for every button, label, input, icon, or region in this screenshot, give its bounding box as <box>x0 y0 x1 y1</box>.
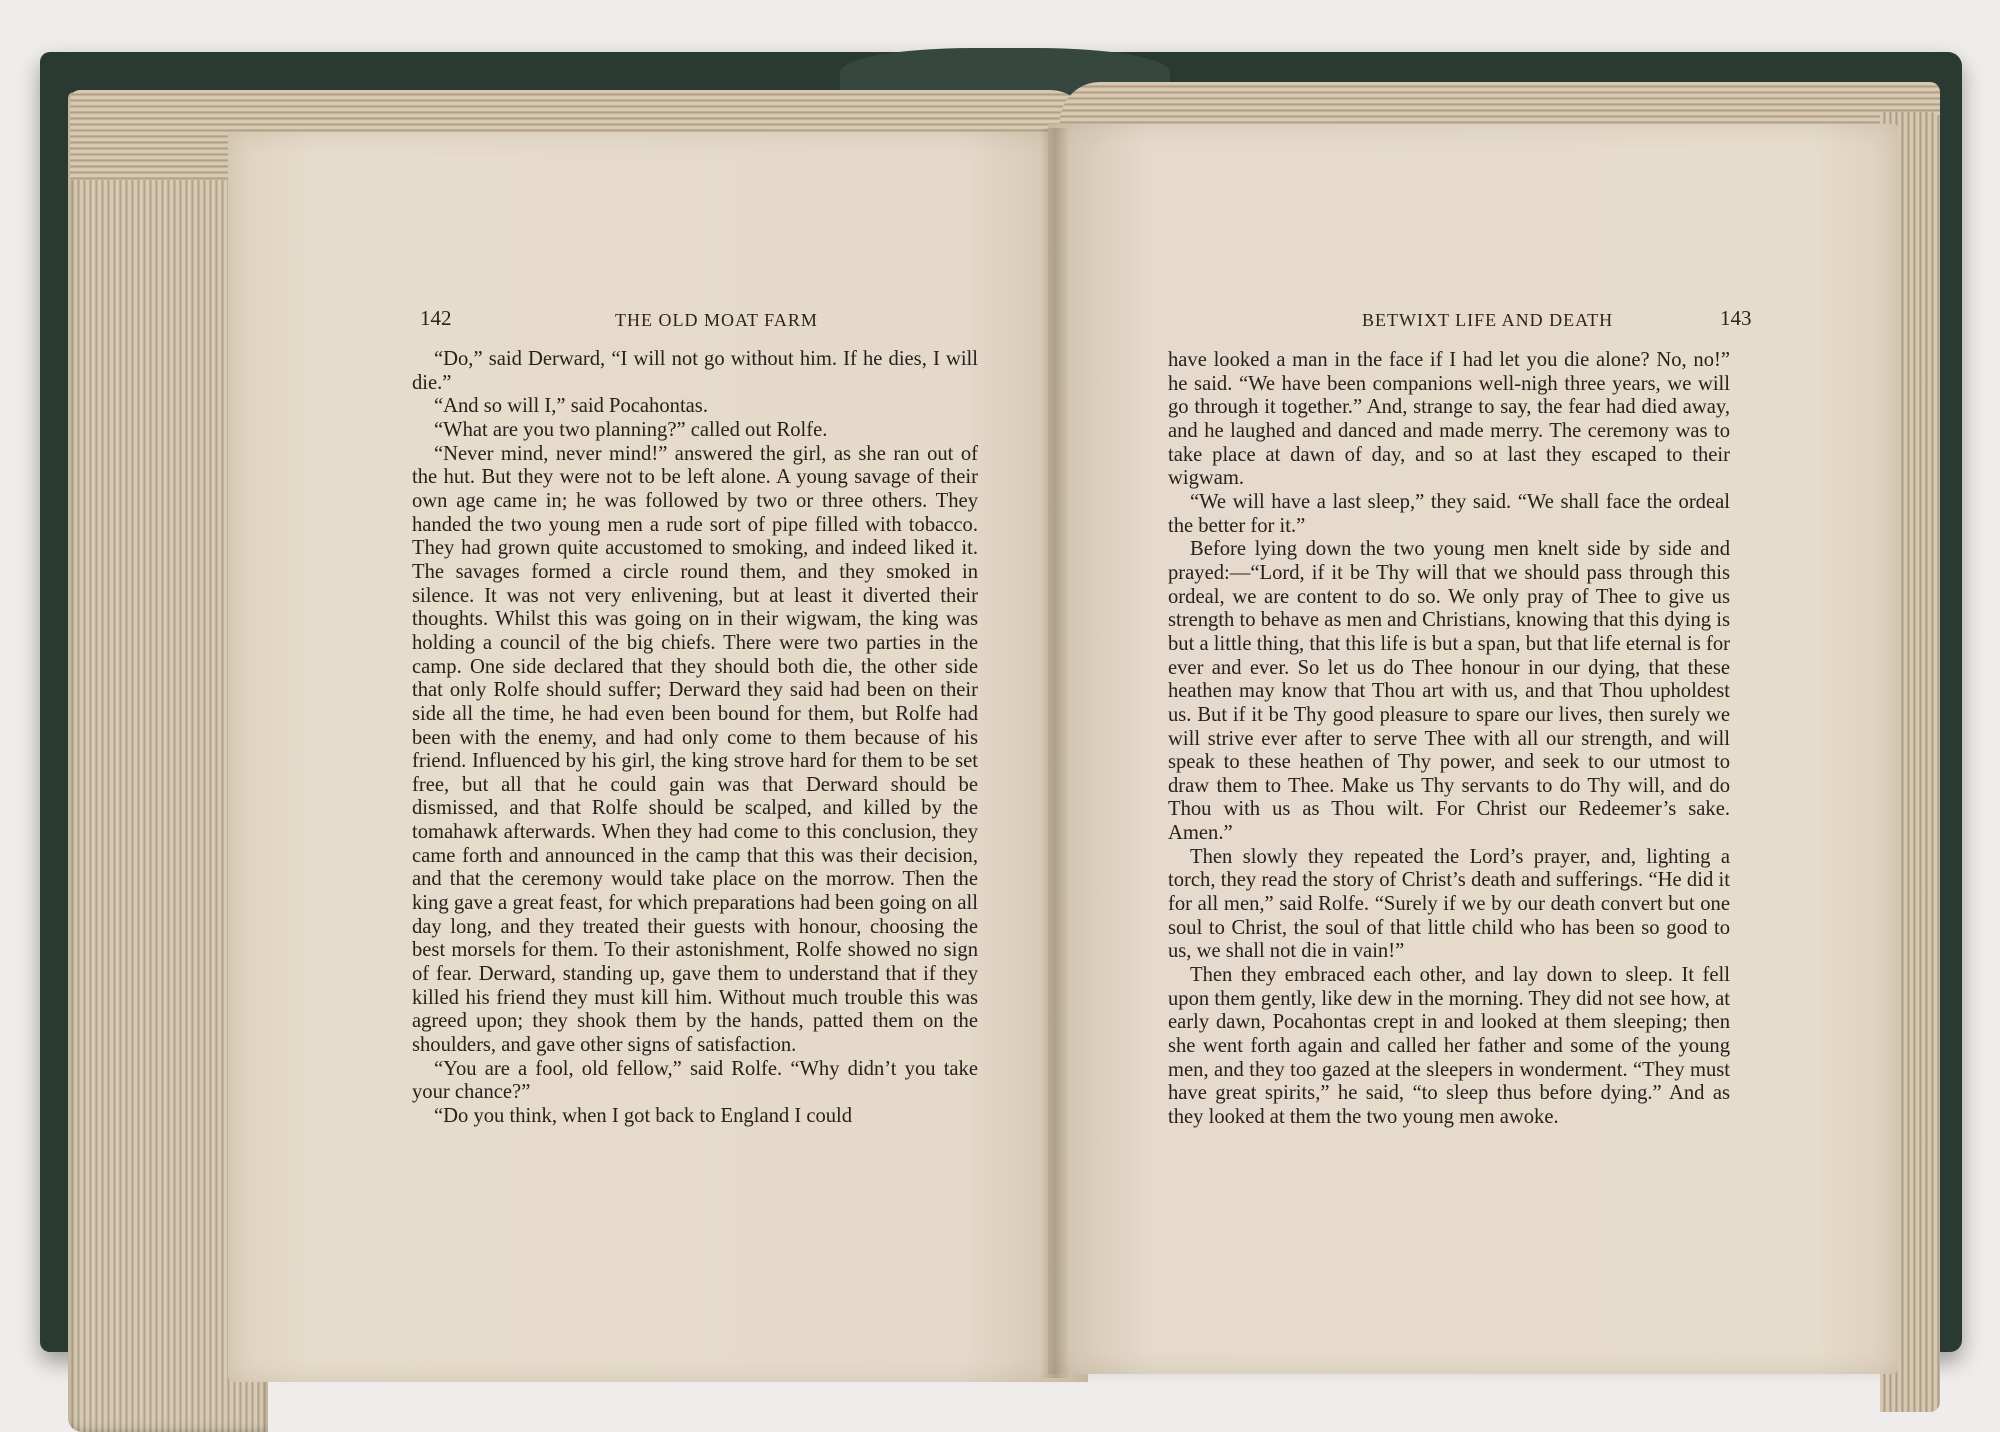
paragraph: Then slowly they repeated the Lord’s prayer, and, lighting a torch, they read the story of Christ’s death and sufferings. “He did it for all men,” said Rolfe. “Surely if we by our death convert but one soul to Christ, the soul of that little child who has been so good to us, we shall not die in vain!” <box>1168 845 1730 963</box>
right-page-text <box>1168 349 1730 1130</box>
right-page <box>1048 124 1898 1374</box>
page-number-right: 143 <box>1720 306 1752 330</box>
paragraph: Then they embraced each other, and lay down to sleep. It fell upon them gently, like dew in the morning. They did not see how, at early dawn, Pocahontas crept in and looked at them sleeping; then she went forth again and called her father and some of the young men, and they too gazed at the sleepers in wonderment. “They must have great spirits,” he said, “to sleep thus before dying.” And as they looked at them the two young men awoke. <box>1168 964 1730 1128</box>
open-book <box>40 52 1962 1382</box>
paragraph: Before lying down the two young men knelt side by side and prayed:—“Lord, if it be Thy will that we should pass through this ordeal, we are content to do so. We only pray of Thee to give us strength to behave as men and Christians, knowing that this dying is but a little thing, that this life is but a span, but that life eternal is for ever and ever. So let us do Thee honour in our dying, that these heathen may know that Thou art with us, and that Thou upholdest us. But if it be Thy good pleasure to spare our lives, then surely we will strive ever after to serve Thee with all our strength, and will speak to these heathen of Thy power, and seek to our utmost to draw them to Thee. Make us Thy servants to do Thy will, and do Thou with us as Thou wilt. For Christ our Redeemer’s sake. Amen.” <box>1168 538 1730 845</box>
left-page-text <box>412 348 978 1129</box>
running-head-left: THE OLD MOAT FARM <box>615 310 818 330</box>
book-gutter <box>1040 128 1070 1378</box>
running-head-right: BETWIXT LIFE AND DEATH <box>1362 310 1614 330</box>
page-number-left: 142 <box>420 306 452 330</box>
paragraph: “Do,” said Derward, “I will not go without him. If he dies, I will die.” <box>412 348 978 394</box>
left-page <box>228 132 1088 1382</box>
paragraph: “You are a fool, old fellow,” said Rolfe. “Why didn’t you take your chance?” <box>412 1057 978 1104</box>
paragraph: “Do you think, when I got back to England I could <box>434 1105 853 1127</box>
paragraph: “Never mind, never mind!” answered the girl, as she ran out of the hut. But they were not to be left alone. A young savage of their own age came in; he was followed by two or three others. They handed the two young men a rude sort of pipe filled with tobacco. They had grown quite accustomed to smoking, and indeed liked it. The savages formed a circle round them, and they smoked in silence. It was not very enlivening, but at least it diverted their thoughts. Whilst this was going on in their wigwam, the king was holding a council of the big chiefs. There were two parties in the camp. One side declared that they should both die, the other side that only Rolfe should suffer; Derward they said had been on their side all the time, he had even been bound for them, but Rolfe had been with the enemy, and had only come to them because of his friend. Influenced by his girl, the king strove hard for them to be set free, but all that he could gain was that Derward should be dismissed, and that Rolfe should be scalped, and killed by the tomahawk afterwards. When they had come to this conclusion, they came forth and announced in the camp that this was their decision, and that the ceremony would take place on the morrow. Then the king gave a great feast, for which preparations had been going on all day long, and they treated their guests with honour, choosing the best morsels for them. To their astonishment, Rolfe showed no sign of fear. Derward, standing up, gave them to understand that if they killed his friend they must kill him. Without much trouble this was agreed upon; they shook them by the hands, patted them on the shoulders, and gave other signs of satisfaction. <box>412 442 978 1057</box>
paragraph: “We will have a last sleep,” they said. “We shall face the ordeal the better for it.” <box>1168 490 1730 537</box>
paragraph: “What are you two planning?” called out Rolfe. <box>434 418 828 441</box>
paragraph: “And so will I,” said Pocahontas. <box>434 395 708 418</box>
paragraph: have looked a man in the face if I had let you die alone? No, no!” he said. “We have been companions well-nigh three years, we will go through it together.” And, strange to say, the fear had died away, and he laughed and danced and made merry. The ceremony was to take place at dawn of day, and so at last they escaped to their wigwam. <box>1168 349 1730 490</box>
